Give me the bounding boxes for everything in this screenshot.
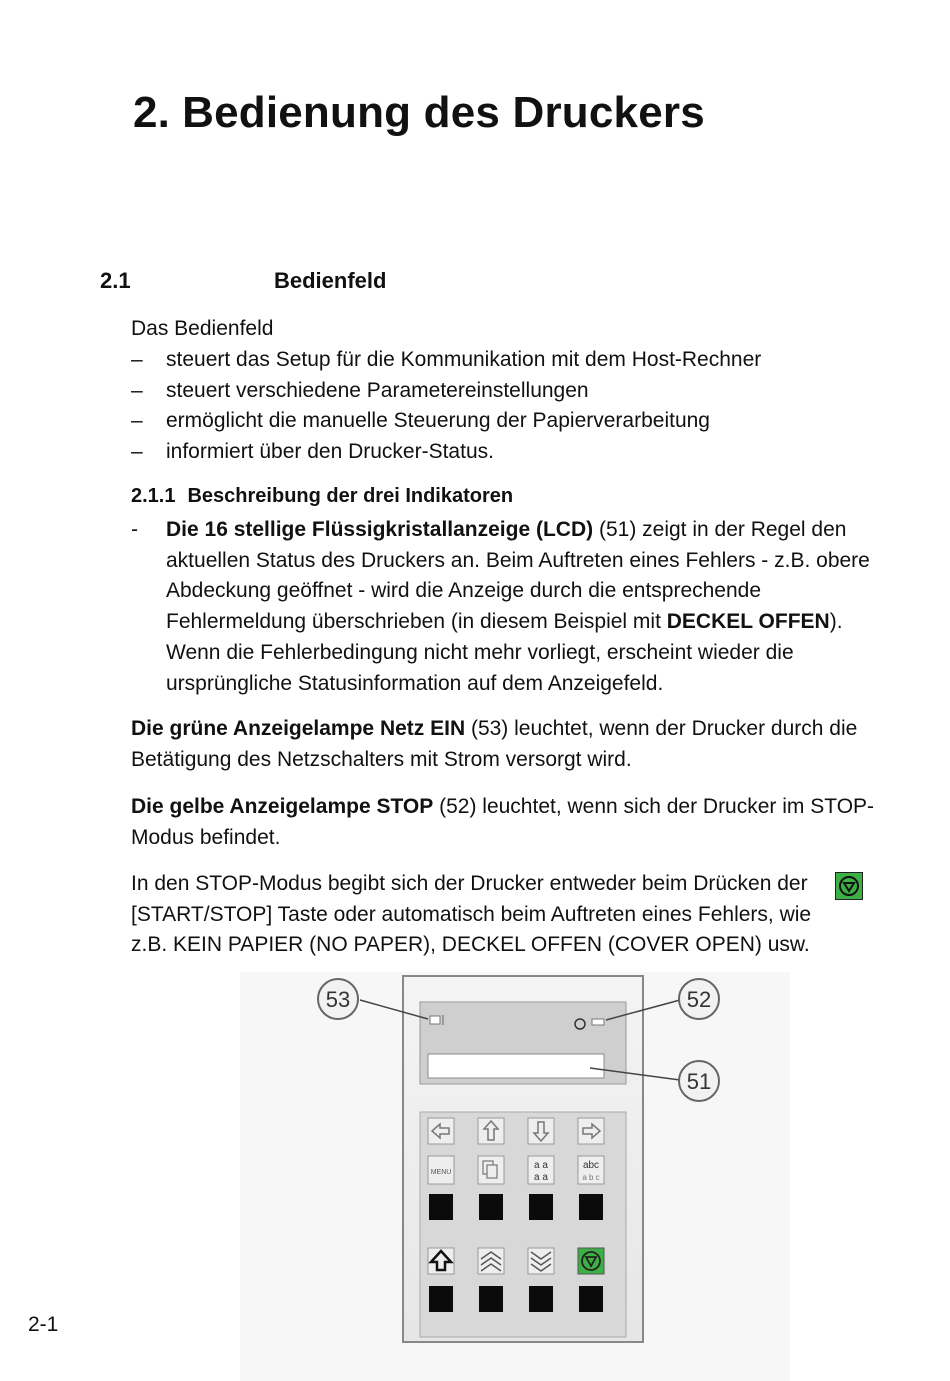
lcd-paragraph: - Die 16 stellige Flüssigkristallanzeige (LCD) (51) zeigt in der Regel den aktuellen Status des Druckers an. Beim Auftreten eines Fehlers - z.B. obere Abdeckung geöffnet - wird die Anzeige durch die entsprechende Fehlermeldung überschrieben (in diesem Beispiel mit DECKEL OFFEN). Wenn die Fehlerbedingung nicht mehr vorliegt, erscheint wieder die ursprüngliche Statusinformation auf dem Anzeigefeld. [131, 518, 870, 695]
list-item: – informiert über den Drucker-Status. [131, 440, 494, 464]
chapter-heading [133, 88, 705, 138]
chapter-title: Bedienung des Druckers [182, 88, 705, 137]
stop-mode-paragraph: In den STOP-Modus begibt sich der Drucker entweder beim Drücken der [START/STOP] Taste oder automatisch beim Auftreten eines Fehlers, wie z.B. KEIN PAPIER (NO PAPER), DECKEL OFFEN (COVER OPEN) usw. [131, 872, 812, 957]
abc-key-top: abc [582, 1160, 600, 1171]
aa-key-bottom: a a [534, 1172, 548, 1183]
start-stop-icon [835, 872, 863, 900]
list-item: – steuert das Setup für die Kommunikation mit dem Host-Rechner [131, 348, 762, 371]
intro-text: Das Bedienfeld [131, 317, 274, 340]
lcd-display [428, 1054, 604, 1078]
power-led [430, 1016, 440, 1024]
page-number: 2-1 [28, 1313, 59, 1336]
green-lamp-paragraph: Die grüne Anzeigelampe Netz EIN (53) leuchtet, wenn der Drucker durch die Betätigung des Netzschalters mit Strom versorgt wird. [131, 717, 858, 771]
aa-key-top: a a [534, 1160, 548, 1171]
menu-key-label: MENU [430, 1169, 452, 1176]
section-number: 2.1 [100, 268, 131, 293]
power-led-mark [442, 1015, 444, 1025]
control-panel-figure [240, 972, 790, 1381]
chapter-number: 2. [133, 88, 171, 137]
feature-list [131, 345, 761, 468]
callout-53-label: 53 [325, 987, 351, 1012]
list-item: – steuert verschiedene Parametereinstellungen [131, 378, 589, 402]
yellow-lamp-paragraph: Die gelbe Anzeigelampe STOP (52) leuchtet, wenn sich der Drucker im STOP-Modus befindet. [131, 795, 875, 849]
callout-51-label: 51 [686, 1069, 712, 1094]
callout-52-label: 52 [686, 987, 712, 1012]
abc-key-bottom: a b c [582, 1173, 600, 1182]
list-item: – ermöglicht die manuelle Steuerung der Papierverarbeitung [131, 409, 710, 433]
subsection-heading: 2.1.1 Beschreibung der drei Indikatoren [131, 485, 514, 507]
stop-led [592, 1019, 604, 1025]
section-title: Bedienfeld [274, 268, 387, 293]
